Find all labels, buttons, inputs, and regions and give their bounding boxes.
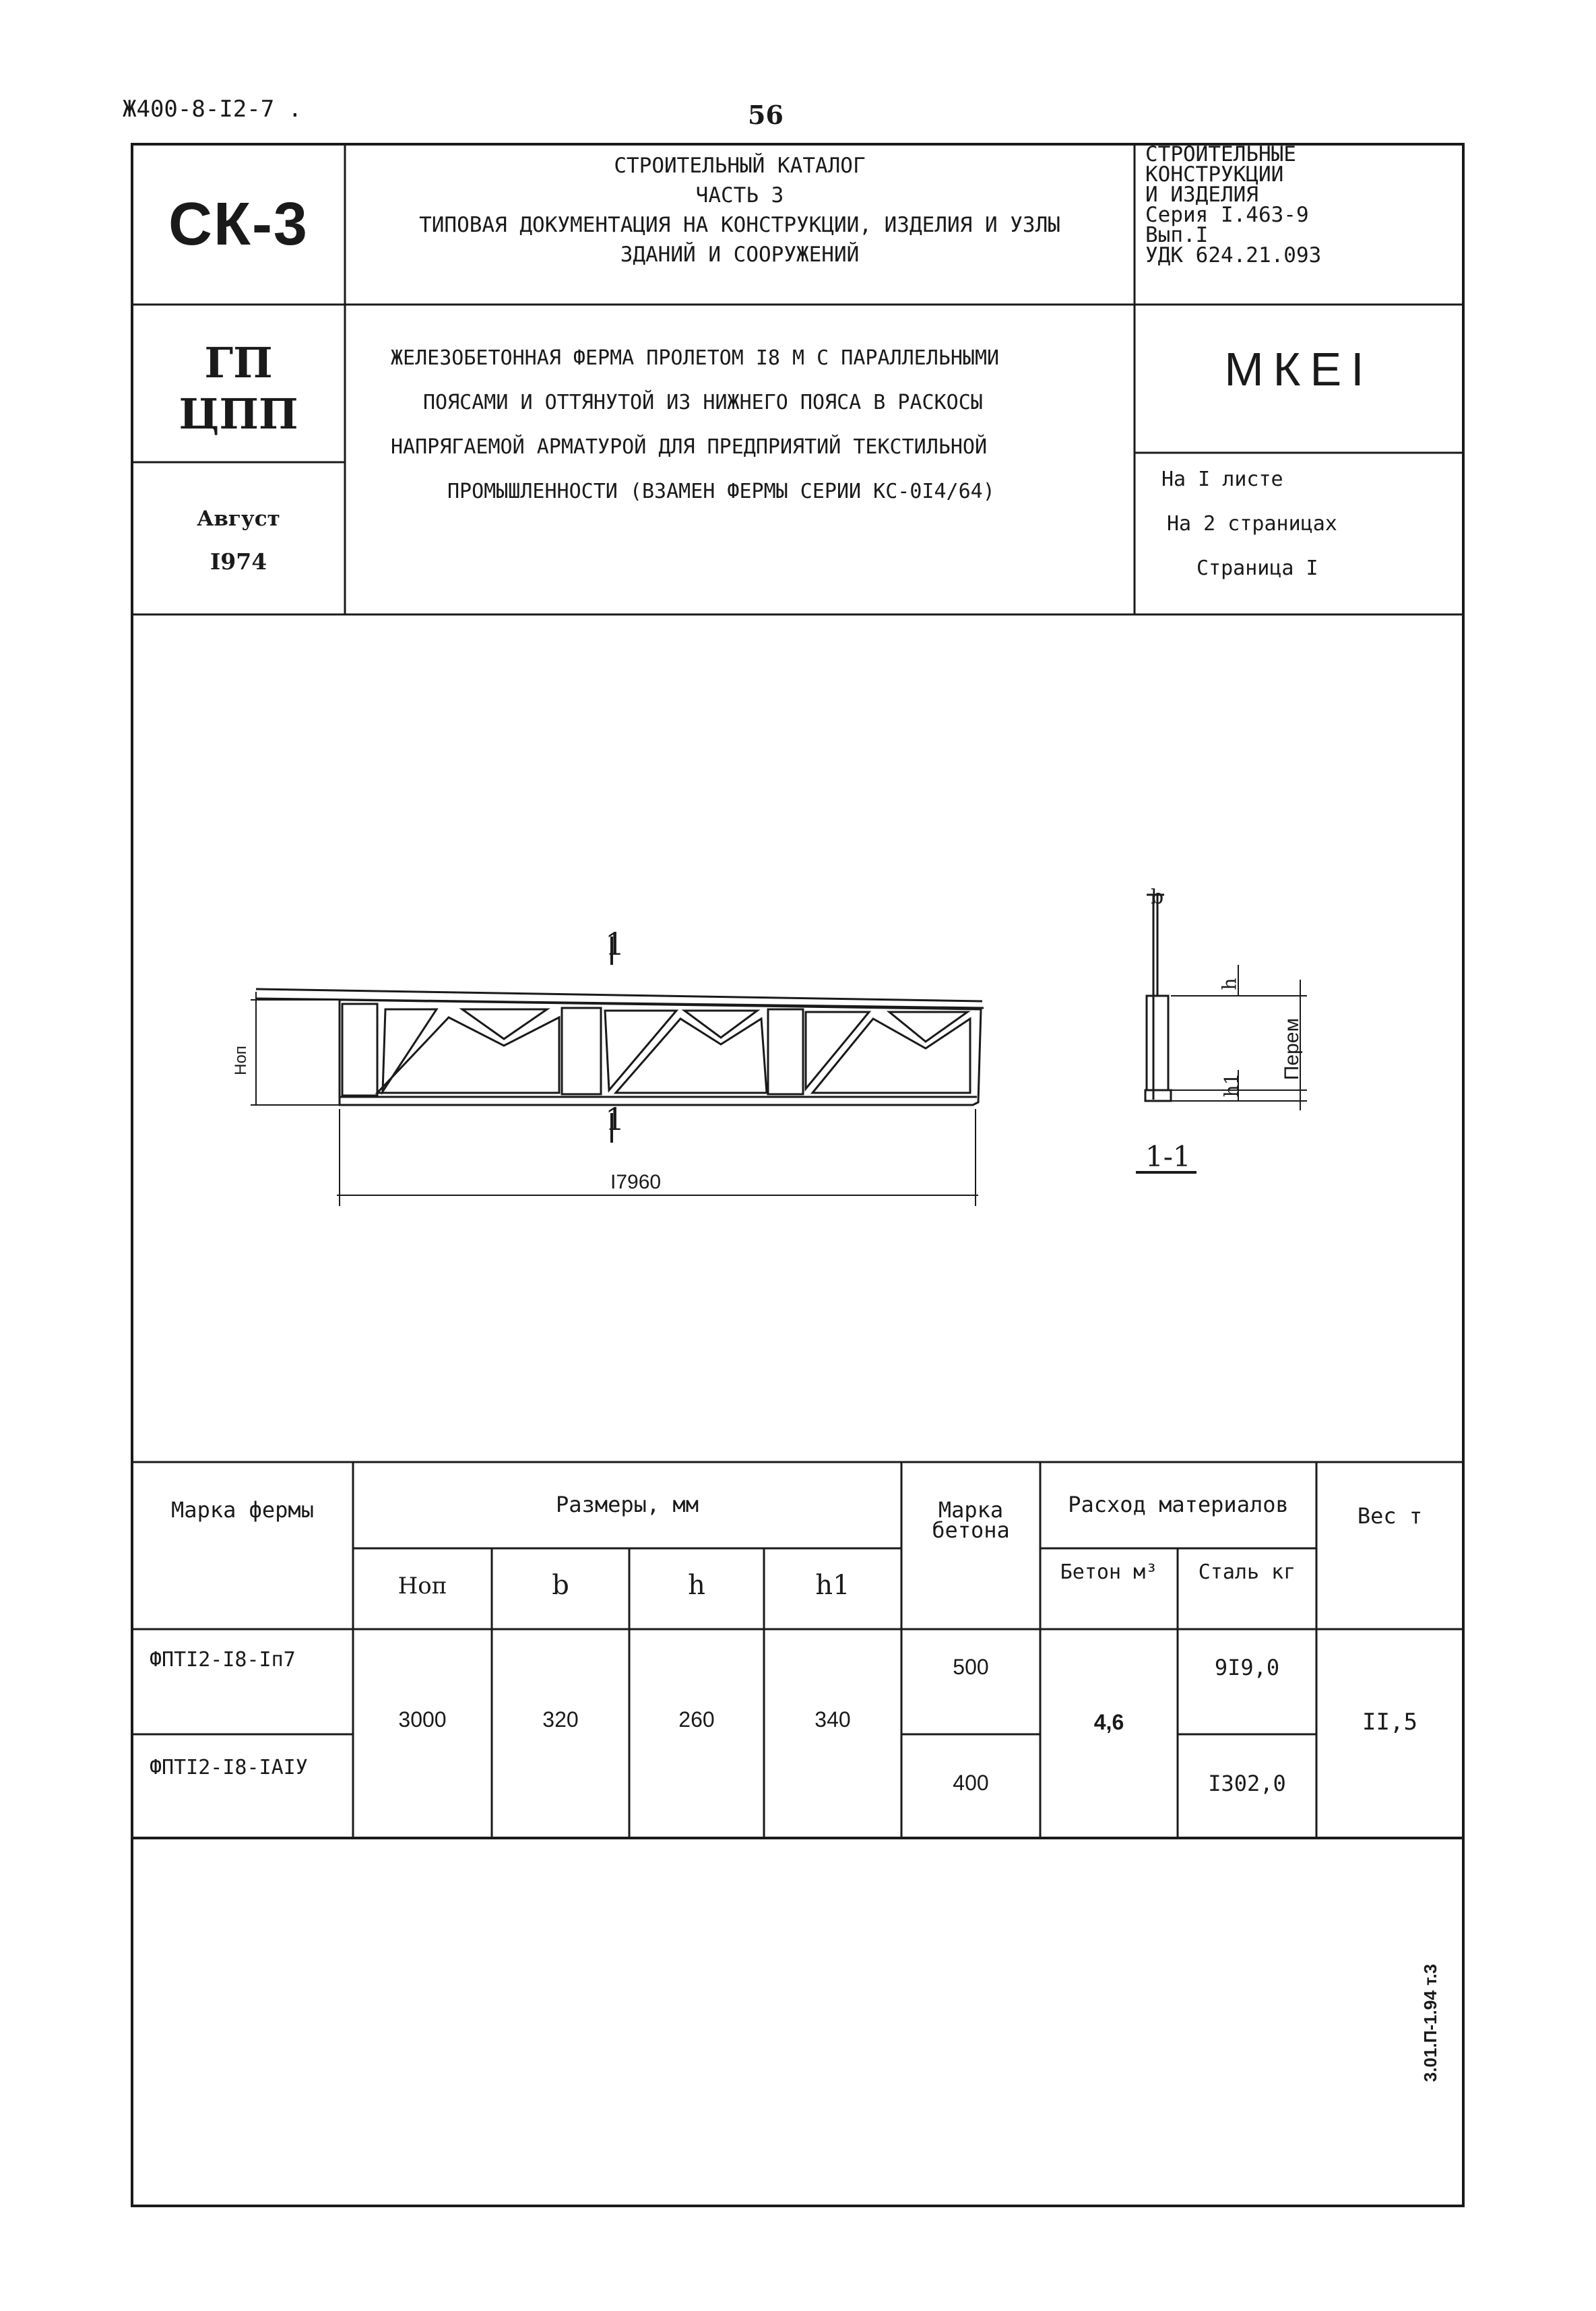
catalog-line-4: ЗДАНИЙ И СООРУЖЕНИЙ [620,243,860,267]
header-h-op: Ноп [397,1573,447,1600]
title-line-3: НАПРЯГАЕМОЙ АРМАТУРОЙ ДЛЯ ПРЕДПРИЯТИЙ ТЕКСТИЛЬНОЙ [391,435,988,459]
header-h1: h1 [815,1570,850,1601]
shared-h: 260 [678,1707,715,1732]
pages-count: На 2 страницах [1167,512,1337,536]
organization-line-1: ГП [204,338,273,387]
header-h: h [688,1570,705,1601]
section-mark-top: 1 [605,926,625,962]
current-page: Страница I [1196,557,1318,580]
variable-height-label: Перем [1281,1017,1304,1081]
header-weight: Вес т [1357,1503,1423,1529]
section-width-dimension: b [1151,885,1164,909]
upper-height-dimension: h [1218,978,1241,990]
date-month: Август [197,507,280,531]
title-line-1: ЖЕЛЕЗОБЕТОННАЯ ФЕРМА ПРОЛЕТОМ I8 М С ПАРАЛЛЕЛЬНЫМИ [391,346,1000,370]
shared-weight: II,5 [1362,1709,1417,1736]
series-line-3: И ИЗДЕЛИЯ [1145,183,1258,207]
page-number: 56 [748,100,784,130]
section-mark-bottom: 1 [605,1101,625,1137]
series-line-2: КОНСТРУКЦИИ [1145,162,1284,187]
stamp-mark: СК-3 [168,191,309,258]
series-line-6: УДК 624.21.093 [1145,243,1322,267]
header-b: b [552,1570,569,1601]
lower-height-dimension: h1 [1220,1073,1243,1098]
title-line-4: ПРОМЫШЛЕННОСТИ (ВЗАМЕН ФЕРМЫ СЕРИИ КС-0I4/64) [447,480,995,503]
series-line-4: Серия I.463-9 [1145,203,1309,227]
series-line-5: Вып.I [1145,223,1209,247]
series-line-1: СТРОИТЕЛЬНЫЕ [1145,142,1296,166]
document-code: Ж400-8-I2-7 . [123,96,302,123]
row-1-steel: 9I9,0 [1214,1655,1280,1680]
document-code-mark: МКЕI [1224,343,1374,395]
row-2-concrete-grade: 400 [953,1771,989,1795]
title-line-2: ПОЯСАМИ И ОТТЯНУТОЙ ИЗ НИЖНЕГО ПОЯСА В РАСКОСЫ [423,391,983,414]
shared-b: 320 [542,1707,579,1732]
organization-line-2: ЦПП [179,389,298,439]
height-dimension: Ноп [231,1046,250,1075]
side-stamp: 3.01.П-1.94 т.3 [1420,1963,1440,2082]
header-concrete: Бетон м³ [1060,1560,1158,1584]
catalog-line-3: ТИПОВАЯ ДОКУМЕНТАЦИЯ НА КОНСТРУКЦИИ, ИЗДЕЛИЯ И УЗЛЫ [419,213,1060,237]
sheets-count: На I листе [1161,468,1283,491]
catalog-line-2: ЧАСТЬ 3 [695,183,784,208]
header-truss-mark: Марка фермы [171,1497,314,1523]
header-dimensions: Размеры, мм [556,1492,699,1517]
header-materials: Расход материалов [1068,1492,1289,1517]
header-concrete-grade: Марка бетона [932,1497,1010,1543]
catalog-line-1: СТРОИТЕЛЬНЫЙ КАТАЛОГ [614,154,866,178]
row-1-concrete-grade: 500 [953,1655,989,1679]
shared-h-op: 3000 [398,1707,447,1732]
shared-concrete: 4,6 [1093,1710,1124,1734]
row-1-mark: ФПТI2-I8-Iп7 [150,1648,296,1672]
row-2-steel: I302,0 [1208,1771,1286,1796]
span-dimension: I7960 [610,1171,662,1193]
shared-h1: 340 [815,1707,851,1732]
section-label: 1-1 [1145,1140,1191,1173]
date-year: I974 [210,548,267,575]
row-2-mark: ФПТI2-I8-IАIУ [150,1756,308,1779]
header-steel: Сталь кг [1198,1560,1296,1584]
